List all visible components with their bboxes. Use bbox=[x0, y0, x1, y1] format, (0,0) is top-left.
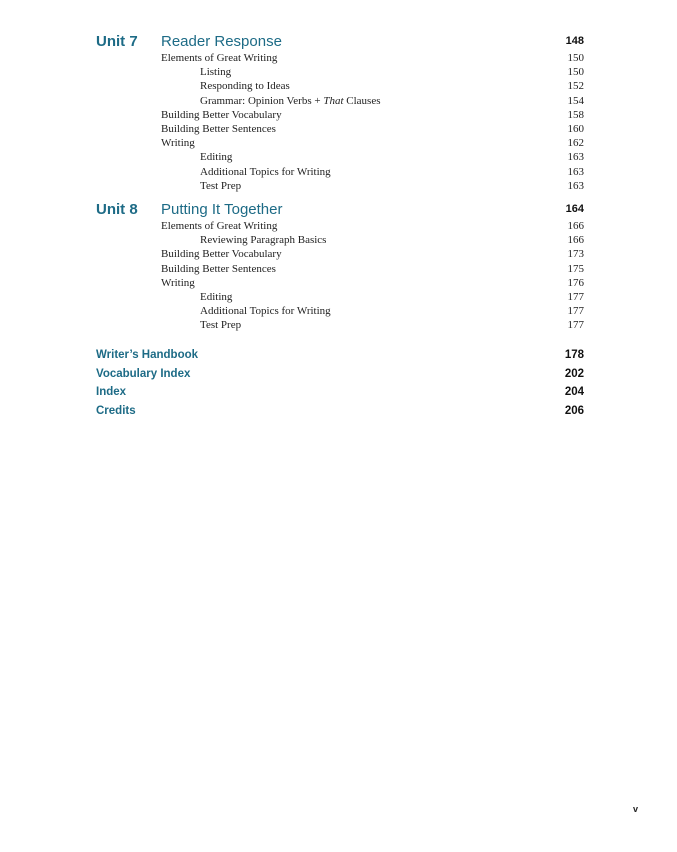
entry-page: 177 bbox=[567, 305, 584, 318]
toc-entry bbox=[96, 318, 584, 332]
entry-page: 177 bbox=[567, 319, 584, 332]
entry-page: 150 bbox=[567, 52, 584, 64]
back-matter-item bbox=[96, 368, 584, 387]
entry-label: Editing bbox=[200, 290, 233, 303]
entry-page: 163 bbox=[567, 151, 584, 164]
entry-label: Writing bbox=[161, 276, 195, 289]
entry-label: Elements of Great Writing bbox=[161, 220, 278, 232]
back-matter-label: Index bbox=[96, 386, 127, 398]
unit-8-section bbox=[96, 201, 584, 333]
entry-label: Building Better Sentences bbox=[161, 122, 276, 135]
entry-page: 162 bbox=[567, 137, 584, 150]
entry-label: Reviewing Paragraph Basics bbox=[200, 234, 327, 247]
toc-entry bbox=[96, 150, 584, 164]
entry-label-prefix: Grammar: Opinion Verbs + bbox=[200, 94, 324, 107]
entry-page: 177 bbox=[567, 290, 584, 303]
toc-entry bbox=[96, 219, 584, 233]
entry-page: 166 bbox=[567, 234, 584, 247]
toc-entry bbox=[96, 51, 584, 65]
unit-title: Reader Response bbox=[161, 33, 282, 50]
toc-entry bbox=[96, 108, 584, 122]
unit-title: Putting It Together bbox=[161, 201, 283, 218]
entry-label: Test Prep bbox=[200, 319, 242, 332]
unit-heading bbox=[96, 201, 584, 219]
entry-label: Additional Topics for Writing bbox=[200, 305, 331, 318]
entry-page: 163 bbox=[567, 165, 584, 178]
entry-label-italic: That bbox=[323, 94, 344, 107]
entry-label: Responding to Ideas bbox=[200, 80, 290, 93]
entry-page: 175 bbox=[567, 262, 584, 275]
entry-label: Additional Topics for Writing bbox=[200, 165, 331, 178]
entry-page: 163 bbox=[567, 179, 584, 192]
toc-entry bbox=[96, 247, 584, 261]
toc-entry bbox=[96, 122, 584, 136]
entry-label: Building Better Sentences bbox=[161, 262, 276, 275]
toc-entry bbox=[96, 233, 584, 247]
back-matter-item bbox=[96, 386, 584, 405]
entry-label: Building Better Vocabulary bbox=[161, 108, 282, 121]
back-matter-page: 202 bbox=[564, 367, 584, 380]
back-matter-page: 204 bbox=[564, 386, 584, 398]
back-matter-label: Vocabulary Index bbox=[96, 367, 191, 380]
toc-entry bbox=[96, 94, 584, 108]
entry-label: Test Prep bbox=[200, 179, 242, 192]
entry-page: 152 bbox=[567, 80, 584, 93]
entry-page: 158 bbox=[567, 108, 584, 121]
entry-page: 176 bbox=[567, 276, 584, 289]
unit-heading bbox=[96, 33, 584, 51]
toc-entry bbox=[96, 136, 584, 150]
entry-label: Writing bbox=[161, 137, 195, 150]
toc-entry bbox=[96, 65, 584, 79]
back-matter-item bbox=[96, 405, 584, 424]
unit-number: Unit 8 bbox=[96, 201, 138, 218]
unit-7-section bbox=[96, 33, 584, 193]
toc-entry bbox=[96, 165, 584, 179]
entry-page: 150 bbox=[567, 66, 584, 79]
entry-label bbox=[200, 94, 381, 108]
back-matter-label: Writer’s Handbook bbox=[96, 349, 199, 361]
entry-label: Listing bbox=[200, 66, 232, 79]
unit-page-number: 148 bbox=[565, 35, 584, 47]
toc-entry bbox=[96, 290, 584, 304]
entry-label-suffix: Clauses bbox=[343, 94, 381, 107]
entry-page: 166 bbox=[567, 220, 584, 232]
entry-page: 173 bbox=[567, 248, 584, 261]
entry-page: 154 bbox=[567, 94, 584, 107]
toc-entry bbox=[96, 79, 584, 93]
page-folio: v bbox=[633, 804, 639, 814]
entry-page: 160 bbox=[567, 122, 584, 135]
back-matter-label: Credits bbox=[96, 404, 136, 417]
entry-label: Editing bbox=[200, 151, 233, 164]
unit-number: Unit 7 bbox=[96, 33, 138, 50]
toc-entry bbox=[96, 262, 584, 276]
toc-entry bbox=[96, 276, 584, 290]
back-matter-item bbox=[96, 349, 584, 368]
entry-label: Elements of Great Writing bbox=[161, 52, 278, 64]
back-matter-list bbox=[96, 349, 584, 423]
unit-page-number: 164 bbox=[565, 203, 584, 215]
toc-entry bbox=[96, 304, 584, 318]
back-matter-page: 178 bbox=[564, 349, 584, 361]
toc-entry bbox=[96, 179, 584, 193]
entry-label: Building Better Vocabulary bbox=[161, 248, 282, 261]
back-matter-page: 206 bbox=[564, 404, 584, 417]
